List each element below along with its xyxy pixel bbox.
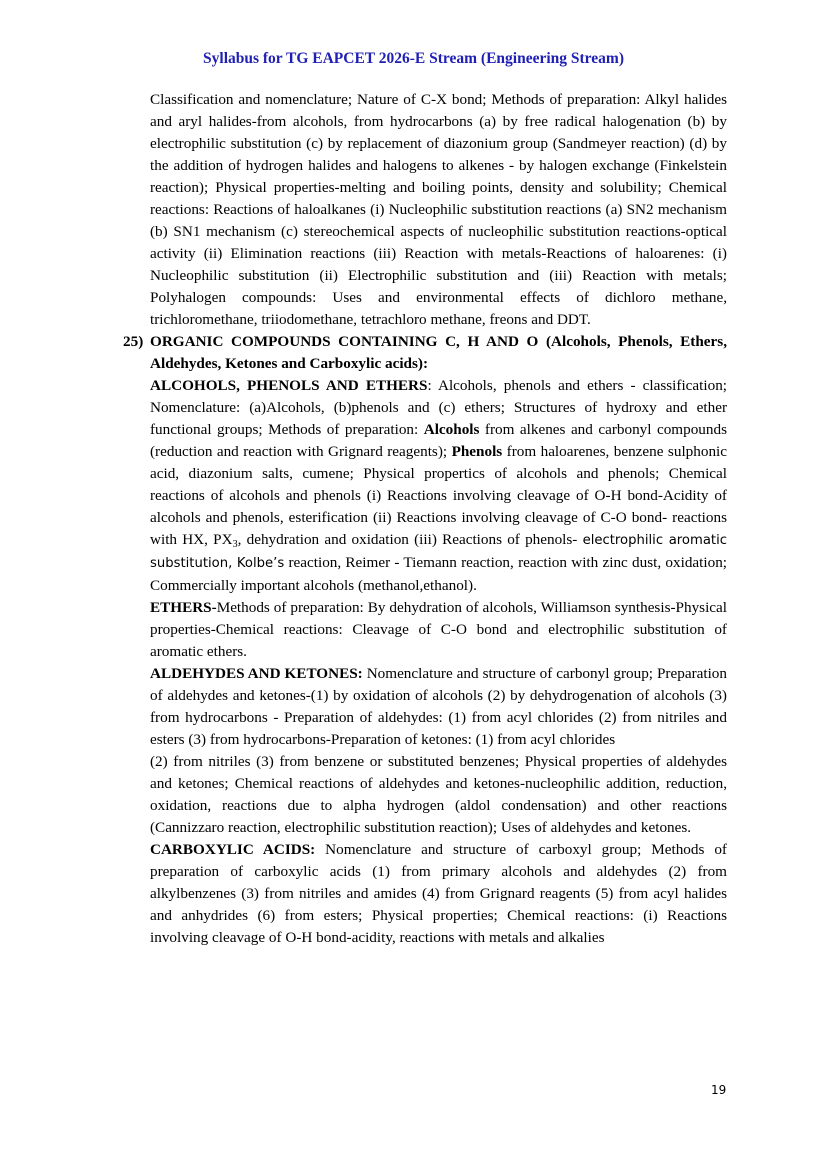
carboxylic-text: Nomenclature and structure of carboxyl group; Methods of preparation of carboxylic acids (1) from primary alcohols and aldehydes (2) from alkylbenzenes (3) from nitriles and amides (4) from Grignard reagents (5) from acyl halides and anhydrides (6) from esters; Physical properties; Chemical reactions: (i) Reactions involving cleavage of O-H bond-acidity, reactions with metals and alkalies	[150, 841, 727, 946]
phenols-bold-term: Phenols	[451, 443, 503, 460]
haloalkanes-paragraph: Classification and nomenclature; Nature of C-X bond; Methods of preparation: Alkyl halides and aryl halides-from alcohols, from hydrocarbons (a) by free radical halogenation (b) by electrophilic substitution (c) by replacement of diazonium group (Sandmeyer reaction) (d) by the addition of hydrogen halides and halogens to alkenes - by halogen exchange (Finkelstein reaction); Physical properties-melting and boiling points, density and solubility; Chemical reactions: Reactions of haloalkanes (i) Nucleophilic substitution reactions (a) SN2 mechanism (b) SN1 mechanism (c) stereochemical aspects of nucleophilic substitution reactions-optical activity (ii) Elimination reactions (iii) Reaction with metals-Reactions of haloarenes: (i) Nucleophilic substitution (ii) Electrophilic substitution and (iii) Reaction with metals; Polyhalogen compounds: Uses and environmental effects of dichloro methane, trichloromethane, triiodomethane, tetrachloro methane, freons and DDT.	[150, 91, 727, 328]
subscript-3: 3	[232, 539, 238, 550]
alcohols-text-4: , dehydration and oxidation (iii) Reactions of phenols-	[237, 531, 583, 548]
aldehydes-ketones-continued: (2) from nitriles (3) from benzene or substituted benzenes; Physical properties of aldehydes and ketones; Chemical reactions of aldehydes and ketones-nucleophilic addition, reduction, oxidation, reactions due to alpha hydrogen (aldol condensation) and other reactions (Cannizzaro reaction, electrophilic substitution reaction); Uses of aldehydes and ketones.	[150, 753, 727, 836]
page-header-title: Syllabus for TG EAPCET 2026-E Stream (Engineering Stream)	[203, 50, 624, 67]
page-number: 19	[711, 1083, 727, 1097]
section-25-heading	[123, 331, 727, 375]
alcohols-text-5: reaction, Reimer - Tiemann reaction, reaction with zinc dust, oxidation; Commercially important alcohols (methanol,ethanol).	[150, 554, 728, 594]
alcohols-phenols-ethers-paragraph	[150, 375, 727, 597]
ethers-text: Methods of preparation: By dehydration of alcohols, Williamson synthesis-Physical properties-Chemical reactions: Cleavage of C-O bond and electrophilic substitution of aromatic ethers.	[150, 599, 727, 660]
section-number: 25)	[123, 333, 144, 350]
alcohols-text-3: from haloarenes, benzene sulphonic acid, diazonium salts, cumene; Physical propertics of alcohols and phenols; Chemical reactions of alcohols and phenols (i) Reactions involving cleavage of O-H bond-Acidity of alcohols and phenols, esterification (ii) Reactions involving cleavage of C-O bond- reactions with HX, PX	[150, 443, 727, 548]
alcohols-bold-term: Alcohols	[423, 421, 480, 438]
aldehydes-ketones-paragraph	[150, 663, 727, 751]
alcohols-text-2: from alkenes and carbonyl compounds (reduction and reaction with Grignard reagents);	[150, 421, 727, 460]
page-body	[123, 89, 728, 949]
ethers-heading: ETHERS-	[150, 599, 217, 616]
ethers-paragraph	[150, 597, 727, 663]
alcohols-sans-phrase: electrophilic aromatic substitution, Kolbe’s	[150, 533, 727, 571]
carboxylic-heading: CARBOXYLIC ACIDS:	[150, 841, 316, 858]
alcohols-heading: ALCOHOLS, PHENOLS AND ETHERS	[150, 377, 428, 394]
aldehydes-text-1: Nomenclature and structure of carbonyl group; Preparation of aldehydes and ketones-(1) by oxidation of alcohols (2) by dehydrogenation of alcohols (3) from hydrocarbons - Preparation of aldehydes: (1) from acyl chlorides (2) from nitriles and esters (3) from hydrocarbons-Preparation of ketones: (1) from acyl chlorides	[150, 665, 727, 748]
alcohols-text-1: : Alcohols, phenols and ethers - classification; Nomenclature: (a)Alcohols, (b)phenols and (c) ethers; Structures of hydroxy and ether functional groups; Methods of preparation:	[150, 377, 728, 438]
section-title: ORGANIC COMPOUNDS CONTAINING C, H AND O (Alcohols, Phenols, Ethers, Aldehydes, Ketones and Carboxylic acids):	[150, 333, 727, 372]
carboxylic-acids-paragraph	[150, 839, 727, 949]
aldehydes-heading: ALDEHYDES AND KETONES:	[150, 665, 363, 682]
